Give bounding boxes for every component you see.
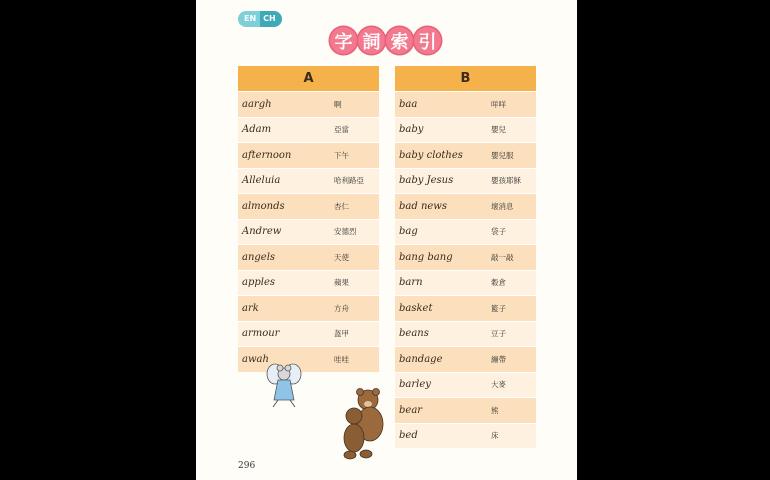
index-row: [238, 91, 379, 117]
index-row: [238, 244, 379, 270]
chinese-word: 嬰兒服: [491, 150, 514, 160]
index-row: [238, 219, 379, 245]
english-word: armour: [242, 328, 280, 340]
index-row: [395, 321, 536, 347]
english-word: bed: [399, 430, 418, 442]
chinese-word: 嬰兒: [491, 125, 506, 135]
chinese-word: 敲一敲: [491, 252, 514, 262]
language-badge: [238, 11, 282, 27]
chinese-word: 嬰孩耶穌: [491, 176, 521, 186]
chinese-word: 杏仁: [334, 201, 349, 211]
chinese-word: 方舟: [334, 303, 349, 313]
chinese-word: 繃帶: [491, 354, 506, 364]
chinese-word: 盔甲: [334, 329, 349, 339]
chinese-word: 壞消息: [491, 201, 514, 211]
chinese-word: 蘋果: [334, 278, 349, 288]
bears-illustration: [336, 388, 388, 460]
page-title: [330, 27, 441, 54]
column-header: B: [395, 66, 536, 91]
index-row: [395, 346, 536, 372]
english-word: Adam: [242, 124, 272, 136]
english-word: afternoon: [242, 149, 292, 161]
chinese-word: 床: [491, 431, 499, 441]
english-word: beans: [399, 328, 429, 340]
index-row: [395, 423, 536, 449]
index-row: [395, 244, 536, 270]
chinese-word: 袋子: [491, 227, 506, 237]
index-row: [238, 193, 379, 219]
index-row: [238, 321, 379, 347]
english-word: barley: [399, 379, 431, 391]
chinese-word: 大麥: [491, 380, 506, 390]
index-row: [395, 168, 536, 194]
title-char: 引: [414, 27, 441, 54]
index-row: [395, 219, 536, 245]
index-row: [238, 168, 379, 194]
index-row: [395, 397, 536, 423]
index-row: [395, 142, 536, 168]
english-word: baa: [399, 98, 418, 110]
english-word: aargh: [242, 98, 272, 110]
chinese-word: 下午: [334, 150, 349, 160]
index-row: [395, 117, 536, 143]
english-word: angels: [242, 251, 276, 263]
english-word: apples: [242, 277, 276, 289]
english-word: baby Jesus: [399, 175, 454, 187]
chinese-word: 天使: [334, 252, 349, 262]
english-word: almonds: [242, 200, 285, 212]
index-row: [238, 142, 379, 168]
index-row: [395, 270, 536, 296]
chinese-word: 安德烈: [334, 227, 357, 237]
page-number: 296: [238, 461, 256, 471]
index-row: [395, 193, 536, 219]
index-column-b: [395, 66, 536, 448]
english-word: barn: [399, 277, 423, 289]
english-word: Alleluia: [242, 175, 281, 187]
title-char: 索: [386, 27, 413, 54]
chinese-word: 熊: [491, 405, 499, 415]
english-word: bad news: [399, 200, 447, 212]
english-word: bang bang: [399, 251, 453, 263]
angel-mouse-illustration: [264, 360, 304, 412]
chinese-word: 豆子: [491, 329, 506, 339]
book-page: [196, 0, 577, 480]
english-word: baby: [399, 124, 424, 136]
chinese-word: 哇哇: [334, 354, 349, 364]
chinese-word: 啊: [334, 99, 342, 109]
chinese-word: 亞當: [334, 125, 349, 135]
chinese-word: 籃子: [491, 303, 506, 313]
english-word: bag: [399, 226, 418, 238]
english-word: basket: [399, 302, 433, 314]
badge-ch: CH: [260, 11, 282, 27]
english-word: bear: [399, 404, 423, 416]
english-word: baby clothes: [399, 149, 463, 161]
title-char: 字: [330, 27, 357, 54]
column-header: A: [238, 66, 379, 91]
index-row: [395, 372, 536, 398]
english-word: ark: [242, 302, 259, 314]
index-row: [238, 346, 379, 372]
chinese-word: 穀倉: [491, 278, 506, 288]
english-word: awah: [242, 353, 269, 365]
chinese-word: 哈利路亞: [334, 176, 364, 186]
index-row: [395, 295, 536, 321]
english-word: bandage: [399, 353, 443, 365]
index-row: [238, 270, 379, 296]
index-row: [238, 295, 379, 321]
index-row: [238, 117, 379, 143]
badge-en: EN: [238, 11, 260, 27]
index-column-a: [238, 66, 379, 372]
english-word: Andrew: [242, 226, 282, 238]
title-char: 詞: [358, 27, 385, 54]
chinese-word: 咩咩: [491, 99, 506, 109]
index-row: [395, 91, 536, 117]
